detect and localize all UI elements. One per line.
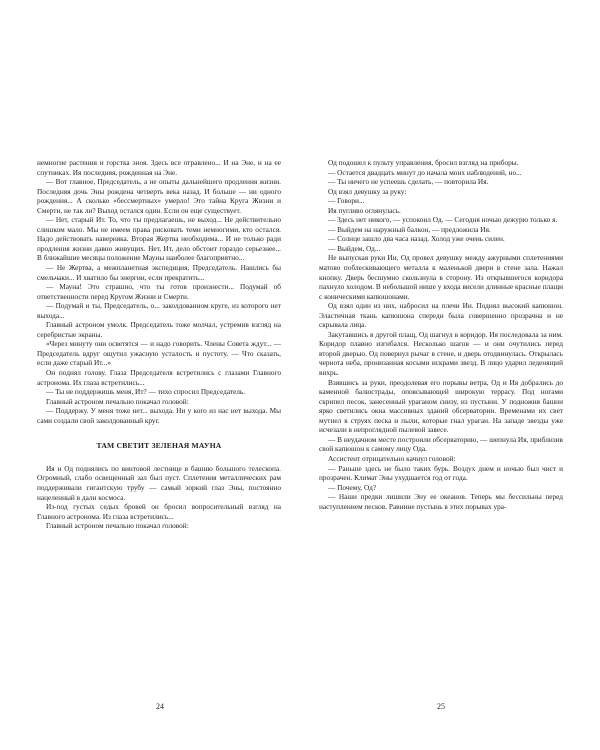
page-number-left: 24: [156, 702, 164, 711]
paragraph: — Поддержу. У меня тоже нет... выхода. Ни у кого из нас нет выхода. Мы сами создали свой заколдованный круг.: [37, 406, 281, 425]
paragraph: — Здесь нет никого, — успокоил Од. — Сегодня ночью дежурю только я.: [328, 215, 558, 225]
paragraph: Закутавшись в другой плащ, Од шагнул в коридор. Ия последовала за ним. Коридор плавно изгибался. Несколько шагов — и они очутились перед второй дверью. Од повернул рычаг в стене, и дверь отодвинулась. Открылась чернота неба, пронизанная косыми искрами звезд. В лицо ударил леденящий вихрь.: [319, 329, 563, 378]
paragraph: Главный астроном печально покачал головой:: [46, 396, 189, 406]
paragraph: Из-под густых седых бровей он бросил вопросительный взгляд на Главного астронома. Из глаза встретились...: [37, 502, 281, 521]
paragraph: — Почему, Од?: [328, 482, 377, 492]
paragraph: Он поднял голову. Глаза Председателя встретились с глазами Главного астронома. Их глаза встретились...: [37, 368, 281, 387]
paragraph: Од взял один из них, набросил на плечи Ии. Поднял высокий капюшон. Эластичная ткань капюшона спереди была совершенно прозрачна и не скрывала лица.: [319, 301, 563, 330]
paragraph: Взявшись за руки, преодолевая его порывы ветра, Од и Ия добрались до каменной балюстрады, опоясывающей широкую террасу. Под ногами скрипел песок, занесенный ураганом снизу, из пустыни. У подножия башни ярко светились окна массивных зданий обсерватории. Временами их свет мутнел в струях песка и пыли, которые гнал ураган. На западе звезды уже исчезали в непроглядной пылевой завесе.: [319, 377, 563, 435]
paragraph: — Вот главное, Председатель, а не опыты дальнейшего продления жизни. Последняя дочь Эны рождена четверть века назад. И больше — ни одного рождения... А сколько «бессмертных» умерло! Это тайна Круга Жизни и Смерти, не так ли? Выход остался один. Если он еще существует.: [37, 177, 281, 215]
paragraph: — Солнце зашло два часа назад. Холод уже очень силен.: [328, 234, 505, 244]
paragraph: Главный астроном умолк. Председатель тоже молчал, устремив взгляд на серебристые экраны.: [37, 320, 281, 339]
right-page-text: [319, 158, 563, 511]
paragraph: — Говори...: [328, 196, 365, 206]
paragraph: — Выйдем, Од...: [328, 243, 381, 253]
paragraph: Ассистент отрицательно качнул головой:: [328, 453, 456, 463]
chapter-title: ТАМ СВЕТИТ ЗЕЛЕНАЯ МАУНА: [96, 441, 222, 451]
paragraph: — Наши предки лишили Эну ее океанов. Теперь мы бессильны перед наступлением песков. Равнине пустынь в этих порывах ура-: [319, 492, 563, 511]
paragraph: — Ты ничего не успеешь сделать, — повторила Ия.: [328, 177, 489, 187]
paragraph: Од взял девушку за руку:: [328, 186, 407, 196]
paragraph: — Подумай и ты, Председатель, о... заколдованном круге, из которого нет выхода...: [37, 301, 281, 320]
paragraph: «Через минуту они осветятся — и надо говорить. Члены Совета ждут... — Председатель вдруг ощутил ужасную усталость и пустоту. — Что сказать, если даже старый Ит...»: [37, 339, 281, 368]
paragraph: — Не Жертва, а межпланетная экспедиция, Председатель. Нашлись бы смельчаки... И хватило бы энергии, если прекратить...: [37, 263, 281, 282]
paragraph: — Мауна! Это страшно, что ты готов произнести... Подумай об ответственности перед Кругом Жизни и Смерти.: [37, 282, 281, 301]
paragraph: — Раньше здесь не было таких бурь. Воздух днем и ночью был чист и прозрачен. Климат Эны ухудшается год от года.: [319, 463, 563, 483]
paragraph: немногие растения и горстка эноя. Здесь все отравлено... И на Эне, и на ее спутниках. Ия последняя, рожденная на Эне.: [37, 158, 281, 177]
paragraph: Ия пугливо оглянулась.: [328, 205, 401, 215]
paragraph: — Остается двадцать минут до начала моих наблюдений, но...: [328, 167, 522, 177]
paragraph: — Нет, старый Ит. То, что ты предлагаешь, не выход... Не действительно слишком мало. Мы не имеем права рисковать теми немногими, кто остался. Надо действовать наверняка. Вторая Жертва необходима... И не только ради продления жизни давно живущих. Нет, Ит, дело обстоит гораздо серьезнее... В ближайшие месяцы положение Мауны наиболее благоприятно...: [37, 215, 281, 263]
page-number-right: 25: [437, 702, 445, 711]
paragraph: Од подошел к пульту управления, бросил взгляд на приборы.: [328, 158, 519, 167]
paragraph: Главный астроном печально покачал головой:: [46, 521, 189, 531]
paragraph: Ия и Од поднялись по винтовой лестнице в башню большого телескопа. Огромный, слабо освещенный зал был пуст. Сплетения металлических рам поддерживали гигантскую трубу — самый зоркий глаз Эны, постоянно нацеленный в дали космоса.: [37, 463, 281, 502]
paragraph: — В неудачном месте построили обсерваторию, — шепнула Ия, приблизив свой капюшон к самому лицу Ода.: [319, 434, 563, 454]
paragraph: — Ты не поддержишь меня, Ит? — тихо спросил Председатель.: [46, 387, 246, 397]
left-page-text: [37, 158, 281, 531]
paragraph: Не выпуская руки Ии, Од провел девушку между ажурными сплетениями матово поблескивающего металла к маленькой двери в стене зала. Нажал кнопку. Дверь бесшумно скользнула в сторону. Из открывшегося коридора пахнуло холодом. В небольшой нише у входа висели длинные красные плащи с коническими капюшонами.: [319, 253, 563, 301]
paragraph: — Выйдем на наружный балкон, — предложила Ия.: [328, 224, 491, 234]
